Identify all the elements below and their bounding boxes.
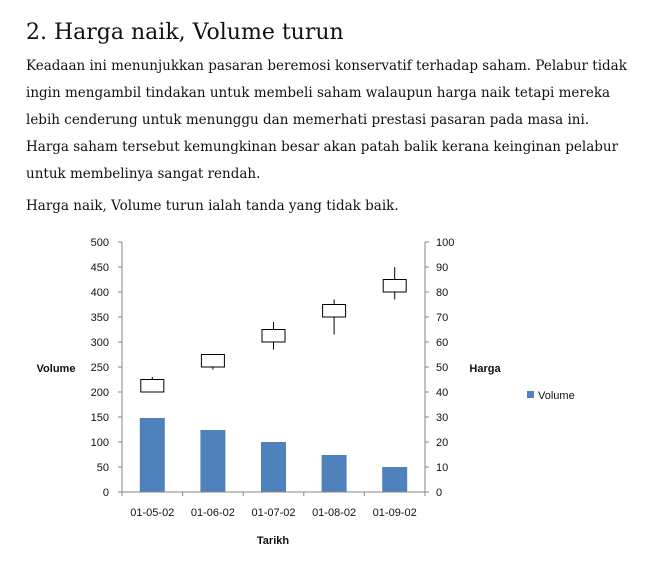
x-tick-label: 01-06-02 bbox=[190, 507, 235, 519]
candle-body bbox=[201, 355, 224, 368]
body-paragraph: Keadaan ini menunjukkan pasaran beremosi konservatif terhadap saham. Pelabur tidak ingin mengambil tindakan untuk membeli saham walaupun harga naik tetapi mereka lebih cenderung untuk menunggu dan memerhati prestasi pasaran pada masa ini. Harga saham tersebut kemungkinan besar akan patah balik kerana keinginan pelabur untuk membelinya sangat rendah. bbox=[26, 58, 627, 182]
volume-bar bbox=[261, 442, 286, 492]
candle-body bbox=[262, 330, 285, 343]
y2-tick-label: 20 bbox=[436, 437, 449, 449]
y-tick-label: 150 bbox=[90, 412, 109, 424]
y2-tick-label: 0 bbox=[436, 487, 443, 499]
y2-tick-label: 80 bbox=[436, 287, 449, 299]
y-tick-label: 500 bbox=[90, 237, 109, 249]
volume-bar bbox=[382, 467, 407, 492]
candle-body bbox=[383, 280, 406, 293]
y2-tick-label: 60 bbox=[436, 337, 449, 349]
y-tick-label: 300 bbox=[90, 337, 109, 349]
y-tick-label: 100 bbox=[90, 437, 109, 449]
x-tick-label: 01-08-02 bbox=[312, 507, 357, 519]
legend-label-volume: Volume bbox=[538, 390, 575, 402]
chart-legend bbox=[527, 390, 575, 402]
y2-tick-label: 100 bbox=[436, 237, 455, 249]
x-tick-label: 01-07-02 bbox=[251, 507, 296, 519]
y-axis-title: Volume bbox=[36, 363, 76, 375]
y2-axis-title: Harga bbox=[469, 363, 501, 375]
y2-tick-label: 90 bbox=[436, 262, 449, 274]
candle-body bbox=[323, 305, 346, 318]
volume-bar bbox=[200, 430, 225, 492]
y2-tick-label: 40 bbox=[436, 387, 449, 399]
candle-body bbox=[141, 380, 164, 393]
price-candles bbox=[141, 267, 406, 392]
y-tick-label: 350 bbox=[90, 312, 109, 324]
x-tick-label: 01-05-02 bbox=[130, 507, 175, 519]
y-tick-label: 200 bbox=[90, 387, 109, 399]
y-tick-label: 0 bbox=[102, 487, 109, 499]
y-tick-label: 50 bbox=[96, 462, 109, 474]
chart-svg bbox=[0, 225, 662, 560]
note-text: Harga naik, Volume turun ialah tanda yang tidak baik. bbox=[26, 198, 399, 214]
y-tick-label: 450 bbox=[90, 262, 109, 274]
y-tick-label: 400 bbox=[90, 287, 109, 299]
y2-tick-label: 70 bbox=[436, 312, 449, 324]
section-heading: 2. Harga naik, Volume turun bbox=[26, 20, 344, 45]
x-tick-label: 01-09-02 bbox=[372, 507, 417, 519]
volume-bar bbox=[322, 455, 347, 492]
volume-bar bbox=[140, 418, 165, 492]
volume-price-chart bbox=[0, 225, 662, 560]
y-tick-label: 250 bbox=[90, 362, 109, 374]
volume-bars bbox=[140, 418, 407, 492]
legend-swatch-volume bbox=[527, 391, 534, 398]
x-axis-title: Tarikh bbox=[256, 535, 290, 547]
y2-tick-label: 10 bbox=[436, 462, 449, 474]
y2-tick-label: 50 bbox=[436, 362, 449, 374]
y2-tick-label: 30 bbox=[436, 412, 449, 424]
